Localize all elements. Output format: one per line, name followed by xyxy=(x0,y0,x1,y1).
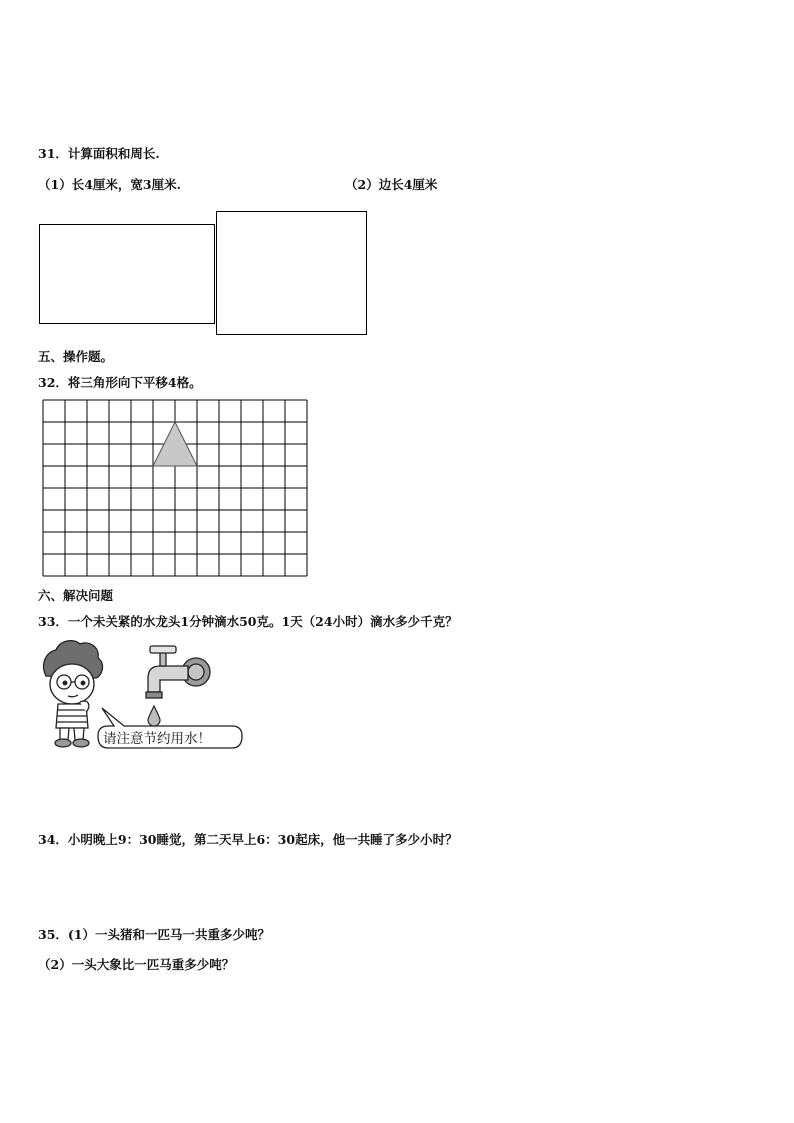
q33-title: 33．一个未关紧的水龙头1分钟滴水50克。1天（24小时）滴水多少千克？ xyxy=(38,614,458,629)
water-drop-icon xyxy=(148,706,160,726)
q31-title: 31．计算面积和周长. xyxy=(38,146,160,161)
section5-title: 五、操作题。 xyxy=(38,349,114,364)
faucet-icon xyxy=(146,646,210,698)
q35-part1: 35．(1）一头猪和一匹马一共重多少吨？ xyxy=(38,927,271,942)
q31-part2: （2）边长4厘米 xyxy=(345,177,438,192)
boy-icon xyxy=(44,641,103,747)
speech-bubble-text: 请注意节约用水！ xyxy=(103,731,211,747)
square-figure xyxy=(216,211,367,335)
rectangle-figure xyxy=(39,224,215,324)
q35-part2: （2）一头大象比一匹马重多少吨？ xyxy=(38,957,235,972)
q32-title: 32．将三角形向下平移4格。 xyxy=(38,375,202,390)
q31-part1: （1）长4厘米，宽3厘米. xyxy=(38,177,181,192)
q34-title: 34．小明晚上9：30睡觉，第二天早上6：30起床，他一共睡了多少小时？ xyxy=(38,832,458,847)
section6-title: 六、解决问题 xyxy=(38,588,114,603)
square-grid xyxy=(42,399,308,583)
